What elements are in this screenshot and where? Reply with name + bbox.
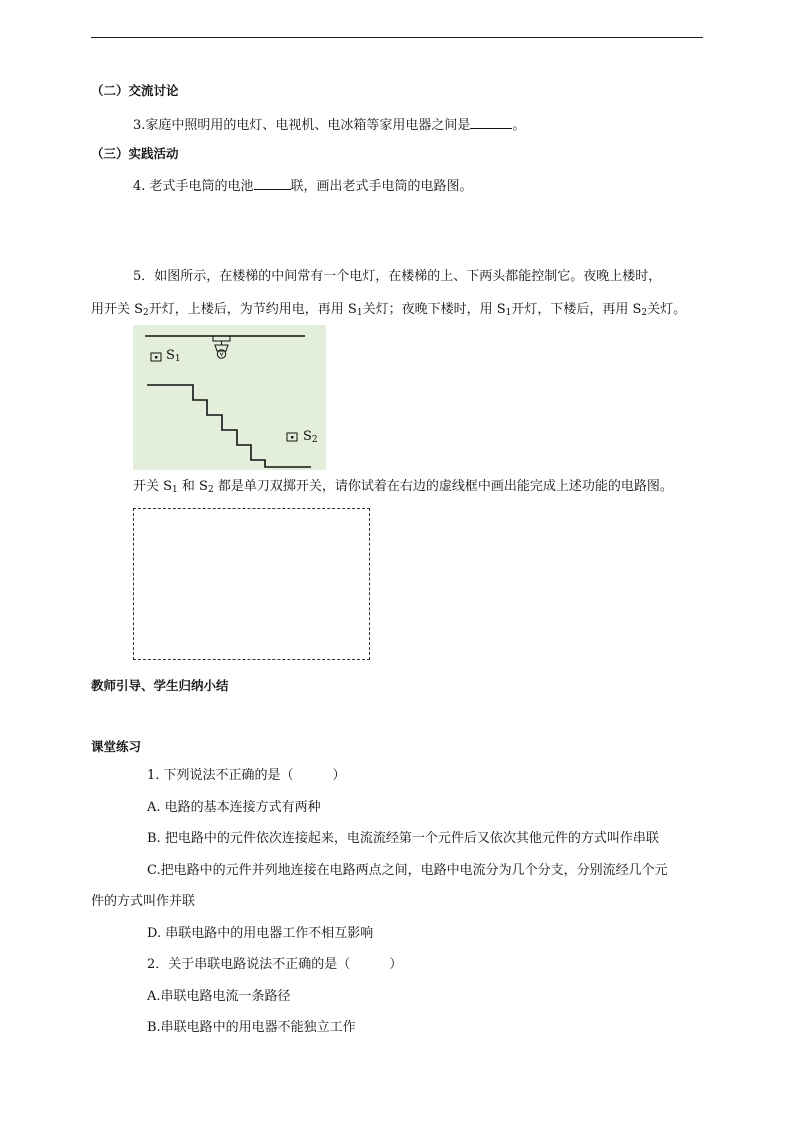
subscript: 2 (641, 308, 648, 318)
subscript: 1 (172, 485, 178, 495)
q5-text: 关灯。 (647, 302, 687, 317)
question-4-end: 联，画出老式手电筒的电路图。 (290, 179, 473, 194)
exercise-2-option-b: B.串联电路中的用电器不能独立工作 (147, 1020, 356, 1035)
switch-s1-label: $S_1$ (166, 348, 181, 364)
staircase-figure (133, 325, 326, 470)
practice-heading: 课堂练习 (91, 739, 142, 754)
exercise-1-option-b: B. 把电路中的元件依次连接起来，电流流经第一个元件后又依次其他元件的方式叫作串联 (147, 831, 659, 846)
subscript: 2 (207, 485, 214, 495)
question-3-end: 。 (512, 118, 526, 133)
circuit-drawing-box[interactable] (133, 508, 370, 660)
staircase-diagram (133, 325, 326, 470)
question-4-text: 4. 老式手电筒的电池 (133, 179, 254, 194)
question-5-note (133, 478, 673, 496)
exercise-2-option-a: A.串联电路电流一条路径 (147, 989, 291, 1004)
note-text: 开关 S (133, 479, 173, 494)
exercise-1-option-a: A. 电路的基本连接方式有两种 (147, 800, 321, 815)
exercise-1-option-c-line-1: C.把电路中的元件并列地连接在电路两点之间，电路中电流分为几个分支，分别流经几个元 (147, 863, 668, 878)
answer-blank[interactable] (470, 115, 512, 129)
header-rule (91, 37, 703, 38)
section-heading-practice-activity: （三）实践活动 (91, 146, 179, 161)
q5-text: 用开关 S (91, 302, 144, 317)
staircase-outline (147, 385, 311, 467)
lamp-icon (213, 336, 230, 358)
switch-s2-icon (287, 433, 297, 441)
question-4 (133, 176, 473, 196)
exercise-2-stem: 2．关于串联电路说法不正确的是（ ） (147, 957, 403, 972)
question-5-line-2 (91, 301, 686, 319)
subscript: 2 (143, 308, 149, 318)
question-3-text: 3.家庭中照明用的电灯、电视机、电冰箱等家用电器之间是 (133, 118, 471, 133)
subscript: 1 (505, 308, 512, 318)
answer-blank[interactable] (254, 176, 291, 190)
question-5-line-1: 5．如图所示，在楼梯的中间常有一个电灯，在楼梯的上、下两头都能控制它。夜晚上楼时， (133, 269, 662, 284)
switch-s2-label: $S_2$ (303, 429, 318, 445)
exercise-1-option-d: D. 串联电路中的用电器工作不相互影响 (147, 926, 374, 941)
exercise-1-option-c-line-2: 件的方式叫作并联 (91, 894, 196, 909)
q5-text: 开灯，下楼后，再用 S (511, 302, 642, 317)
summary-heading: 教师引导、学生归纳小结 (91, 678, 229, 693)
question-3 (133, 115, 525, 135)
subscript: 1 (356, 308, 363, 318)
switch-s1-icon (151, 353, 161, 361)
q5-text: 关灯；夜晚下楼时，用 S (362, 302, 506, 317)
q5-text: 开灯，上楼后，为节约用电，再用 S (148, 302, 357, 317)
note-text: 都是单刀双掷开关，请你试着在右边的虚线框中画出能完成上述功能的电路图。 (213, 479, 673, 494)
note-text: 和 S (177, 479, 208, 494)
exercise-1-stem: 1. 下列说法不正确的是（ ） (147, 768, 346, 783)
section-heading-discussion: （二）交流讨论 (91, 83, 179, 98)
